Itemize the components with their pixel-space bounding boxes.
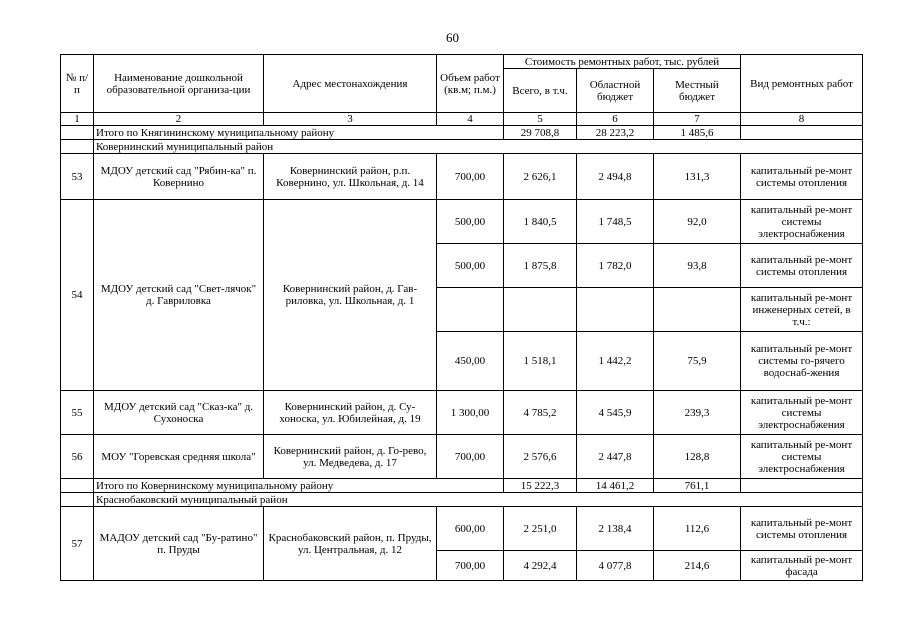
row-total: 1 840,5	[504, 200, 577, 244]
row-total: 2 576,6	[504, 435, 577, 479]
row-total: 1 875,8	[504, 244, 577, 288]
total-sum: 15 222,3	[504, 479, 577, 493]
repair-works-table	[60, 54, 863, 581]
table-row	[61, 391, 863, 435]
row-name: МАДОУ детский сад "Бу-ратино" п. Пруды	[94, 507, 264, 581]
row-kind: капитальный ре-монт фасада	[741, 551, 863, 581]
row-local: 92,0	[654, 200, 741, 244]
table-row	[61, 435, 863, 479]
table-row	[61, 507, 863, 551]
table-row	[61, 154, 863, 200]
total-label: Итого по Княгининскому муниципальному району	[94, 126, 504, 140]
section-row	[61, 493, 863, 507]
total-label: Итого по Ковернинскому муниципальному району	[94, 479, 504, 493]
header-num: № п/п	[61, 55, 94, 113]
section-title: Ковернинский муниципальный район	[94, 140, 863, 154]
table-row-total	[61, 479, 863, 493]
row-volume: 450,00	[437, 332, 504, 391]
row-regional: 2 138,4	[577, 507, 654, 551]
row-kind: капитальный ре-монт системы электроснабжения	[741, 200, 863, 244]
row-total: 4 785,2	[504, 391, 577, 435]
header-cost-group: Стоимость ремонтных работ, тыс. рублей	[504, 55, 741, 69]
row-regional	[577, 288, 654, 332]
page-number: 60	[446, 30, 459, 45]
row-num: 54	[61, 200, 94, 391]
column-number: 6	[577, 113, 654, 126]
row-regional: 1 442,2	[577, 332, 654, 391]
total-local: 761,1	[654, 479, 741, 493]
header-row	[61, 55, 863, 69]
row-num: 53	[61, 154, 94, 200]
row-total: 2 251,0	[504, 507, 577, 551]
row-regional: 1 748,5	[577, 200, 654, 244]
column-number: 8	[741, 113, 863, 126]
row-total	[504, 288, 577, 332]
row-volume: 600,00	[437, 507, 504, 551]
column-number: 4	[437, 113, 504, 126]
row-kind: капитальный ре-монт системы отопления	[741, 507, 863, 551]
header-volume: Объем работ (кв.м; п.м.)	[437, 55, 504, 113]
row-local: 131,3	[654, 154, 741, 200]
row-volume	[437, 288, 504, 332]
row-name: МДОУ детский сад "Свет-лячок" д. Гавриловка	[94, 200, 264, 391]
row-volume: 700,00	[437, 551, 504, 581]
row-address: Краснобаковский район, п. Пруды, ул. Центральная, д. 12	[264, 507, 437, 581]
table-row-total	[61, 126, 863, 140]
section-row	[61, 140, 863, 154]
row-kind: капитальный ре-монт системы отопления	[741, 154, 863, 200]
row-regional: 4 077,8	[577, 551, 654, 581]
row-local: 128,8	[654, 435, 741, 479]
row-local: 239,3	[654, 391, 741, 435]
row-regional: 2 447,8	[577, 435, 654, 479]
row-address: Ковернинский район, р.п. Ковернино, ул. Школьная, д. 14	[264, 154, 437, 200]
header-total: Всего, в т.ч.	[504, 69, 577, 113]
row-total: 4 292,4	[504, 551, 577, 581]
table-row	[61, 200, 863, 244]
row-volume: 1 300,00	[437, 391, 504, 435]
column-number: 5	[504, 113, 577, 126]
column-numbers-row	[61, 113, 863, 126]
row-num: 55	[61, 391, 94, 435]
header-kind: Вид ремонтных работ	[741, 55, 863, 113]
row-name: МДОУ детский сад "Рябин-ка" п. Ковернино	[94, 154, 264, 200]
row-regional: 1 782,0	[577, 244, 654, 288]
row-address: Ковернинский район, д. Су-хоноска, ул. Юбилейная, д. 19	[264, 391, 437, 435]
row-kind: капитальный ре-монт системы отопления	[741, 244, 863, 288]
row-volume: 500,00	[437, 200, 504, 244]
row-volume: 700,00	[437, 435, 504, 479]
row-total: 2 626,1	[504, 154, 577, 200]
row-name: МОУ "Горевская средняя школа"	[94, 435, 264, 479]
row-kind: капитальный ре-монт системы электроснабжения	[741, 435, 863, 479]
row-kind: капитальный ре-монт системы го-рячего водоснаб-жения	[741, 332, 863, 391]
row-local: 93,8	[654, 244, 741, 288]
row-local: 112,6	[654, 507, 741, 551]
row-name: МДОУ детский сад "Сказ-ка" д. Сухоноска	[94, 391, 264, 435]
row-local: 75,9	[654, 332, 741, 391]
column-number: 2	[94, 113, 264, 126]
header-regional: Областной бюджет	[577, 69, 654, 113]
column-number: 1	[61, 113, 94, 126]
row-volume: 500,00	[437, 244, 504, 288]
column-number: 3	[264, 113, 437, 126]
header-address: Адрес местонахождения	[264, 55, 437, 113]
row-volume: 700,00	[437, 154, 504, 200]
row-address: Ковернинский район, д. Гав-риловка, ул. Школьная, д. 1	[264, 200, 437, 391]
column-number: 7	[654, 113, 741, 126]
row-num: 56	[61, 435, 94, 479]
header-name: Наименование дошкольной образовательной организа-ции	[94, 55, 264, 113]
row-kind: капитальный ре-монт инженерных сетей, в т.ч.:	[741, 288, 863, 332]
total-regional: 28 223,2	[577, 126, 654, 140]
section-title: Краснобаковский муниципальный район	[94, 493, 863, 507]
row-kind: капитальный ре-монт системы электроснабжения	[741, 391, 863, 435]
total-sum: 29 708,8	[504, 126, 577, 140]
row-total: 1 518,1	[504, 332, 577, 391]
header-local: Местный бюджет	[654, 69, 741, 113]
row-regional: 4 545,9	[577, 391, 654, 435]
row-regional: 2 494,8	[577, 154, 654, 200]
total-regional: 14 461,2	[577, 479, 654, 493]
row-local	[654, 288, 741, 332]
row-address: Ковернинский район, д. Го-рево, ул. Медведева, д. 17	[264, 435, 437, 479]
total-local: 1 485,6	[654, 126, 741, 140]
row-local: 214,6	[654, 551, 741, 581]
row-num: 57	[61, 507, 94, 581]
